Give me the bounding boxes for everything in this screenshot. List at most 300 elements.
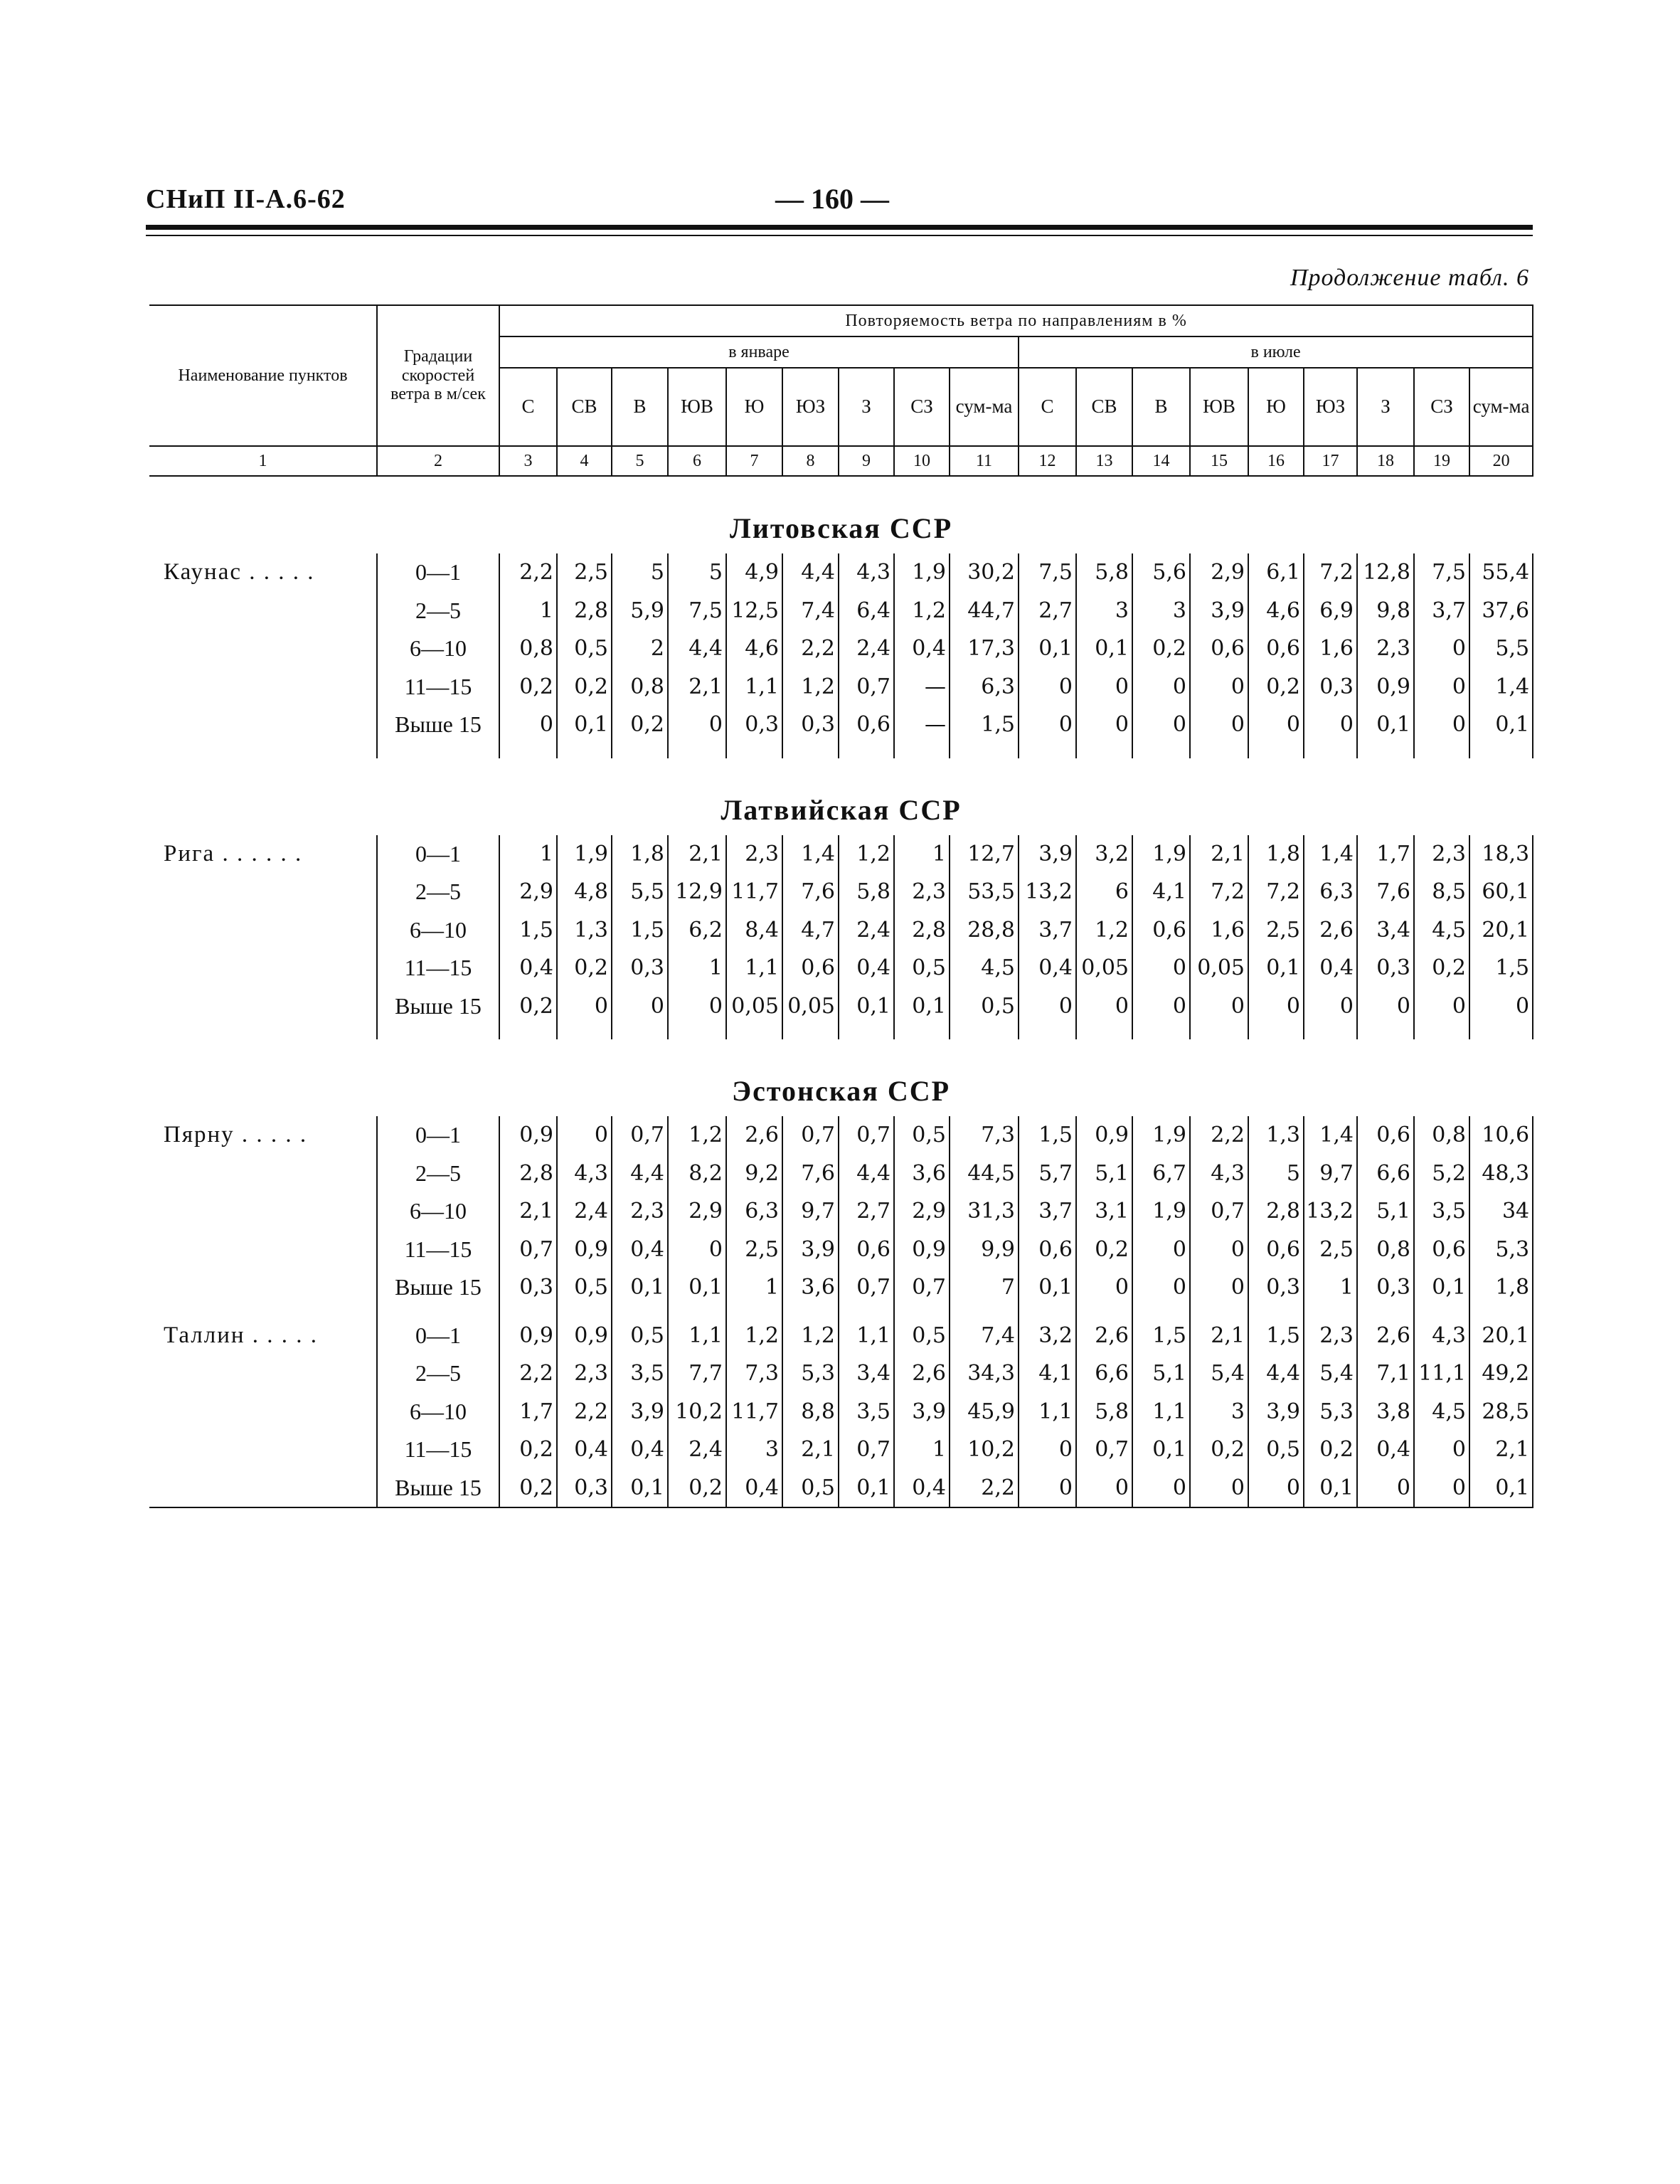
value-cell-jul-1: 2,7: [1019, 592, 1076, 630]
value-cell-jan-9: 9,9: [950, 1231, 1019, 1269]
value-cell-jan-7: 0,7: [839, 668, 894, 706]
blank-gradation-cell: [377, 1307, 499, 1317]
value-cell-jan-1: 2,1: [499, 1192, 557, 1231]
value-cell-jan-6: 7,4: [782, 592, 839, 630]
value-cell-jul-8: 0,8: [1414, 1116, 1469, 1155]
gradation-cell: 2—5: [377, 592, 499, 630]
value-cell-jul-2: 5,8: [1076, 553, 1132, 592]
value-cell-jan-4: 0,1: [668, 1268, 726, 1307]
table-row: [149, 592, 1533, 630]
value-cell-jul-1: 13,2: [1019, 873, 1076, 911]
value-cell-jul-4: 3: [1190, 1393, 1248, 1431]
value-cell-jul-1: 1,5: [1019, 1116, 1076, 1155]
blank-value-cell: [726, 1025, 782, 1039]
gradation-cell: 0—1: [377, 1116, 499, 1155]
value-cell-jul-6: 0,4: [1304, 949, 1357, 987]
value-cell-jul-9: 1,8: [1469, 1268, 1533, 1307]
blank-value-cell: [557, 1307, 612, 1317]
value-cell-jul-5: 1,8: [1248, 835, 1304, 874]
blank-value-cell: [499, 1307, 557, 1317]
value-cell-jul-3: 0: [1132, 706, 1190, 744]
blank-value-cell: [950, 1307, 1019, 1317]
value-cell-jan-1: 1: [499, 835, 557, 874]
blank-value-cell: [612, 1025, 668, 1039]
blank-value-cell: [1304, 744, 1357, 758]
document-code: СНиП II-А.6-62: [146, 184, 346, 214]
value-cell-jan-9: 7,3: [950, 1116, 1019, 1155]
value-cell-jul-4: 0: [1190, 668, 1248, 706]
column-number-13: 13: [1076, 446, 1132, 476]
value-cell-jul-6: 0: [1304, 706, 1357, 744]
section-row-2: [149, 758, 1533, 835]
column-number-2: 2: [377, 446, 499, 476]
value-cell-jan-9: 7: [950, 1268, 1019, 1307]
value-cell-jul-7: 6,6: [1357, 1155, 1414, 1193]
value-cell-jul-2: 0,1: [1076, 630, 1132, 668]
value-cell-jan-8: 0,7: [894, 1268, 950, 1307]
blank-value-cell: [782, 1307, 839, 1317]
value-cell-jul-6: 0: [1304, 987, 1357, 1026]
gradation-cell: 11—15: [377, 949, 499, 987]
value-cell-jul-5: 0,6: [1248, 1231, 1304, 1269]
blank-value-cell: [1132, 744, 1190, 758]
value-cell-jul-9: 49,2: [1469, 1355, 1533, 1393]
value-cell-jan-2: 0,5: [557, 630, 612, 668]
blank-value-cell: [1019, 1025, 1076, 1039]
value-cell-jul-9: 0,1: [1469, 1469, 1533, 1508]
value-cell-jul-5: 7,2: [1248, 873, 1304, 911]
value-cell-jul-5: 5: [1248, 1155, 1304, 1193]
value-cell-jan-4: 8,2: [668, 1155, 726, 1193]
value-cell-jan-4: 6,2: [668, 911, 726, 950]
station-name-blank: [149, 1192, 377, 1231]
value-cell-jan-4: 1,2: [668, 1116, 726, 1155]
value-cell-jul-6: 1,4: [1304, 835, 1357, 874]
value-cell-jan-3: 5,9: [612, 592, 668, 630]
value-cell-jan-3: 2,3: [612, 1192, 668, 1231]
value-cell-jan-1: 0,9: [499, 1116, 557, 1155]
blank-value-cell: [1304, 1307, 1357, 1317]
value-cell-jul-3: 1,9: [1132, 1192, 1190, 1231]
gradation-cell: 2—5: [377, 1155, 499, 1193]
value-cell-jan-3: 3,9: [612, 1393, 668, 1431]
header-rule: [146, 225, 1533, 230]
value-cell-jan-6: 2,2: [782, 630, 839, 668]
direction-header-jan-4: ЮВ: [668, 368, 726, 446]
value-cell-jul-5: 6,1: [1248, 553, 1304, 592]
value-cell-jan-8: 2,8: [894, 911, 950, 950]
value-cell-jan-9: 30,2: [950, 553, 1019, 592]
value-cell-jul-6: 0,3: [1304, 668, 1357, 706]
gradation-cell: 6—10: [377, 630, 499, 668]
table-row: [149, 911, 1533, 950]
value-cell-jan-1: 0,2: [499, 668, 557, 706]
value-cell-jan-7: 3,5: [839, 1393, 894, 1431]
value-cell-jul-2: 1,2: [1076, 911, 1132, 950]
value-cell-jan-6: 3,9: [782, 1231, 839, 1269]
value-cell-jan-5: 3: [726, 1431, 782, 1469]
value-cell-jul-4: 0: [1190, 706, 1248, 744]
value-cell-jan-4: 1,1: [668, 1317, 726, 1355]
value-cell-jan-6: 4,4: [782, 553, 839, 592]
value-cell-jul-4: 0: [1190, 1231, 1248, 1269]
section-title: Литовская ССР: [730, 512, 953, 544]
gradation-cell: 11—15: [377, 668, 499, 706]
value-cell-jan-3: 1,8: [612, 835, 668, 874]
value-cell-jan-7: 2,4: [839, 630, 894, 668]
station-name: Пярну . . . . .: [164, 1122, 308, 1148]
value-cell-jul-6: 13,2: [1304, 1192, 1357, 1231]
value-cell-jan-9: 6,3: [950, 668, 1019, 706]
blank-value-cell: [1190, 1307, 1248, 1317]
value-cell-jan-9: 44,7: [950, 592, 1019, 630]
value-cell-jul-7: 9,8: [1357, 592, 1414, 630]
blank-value-cell: [1414, 744, 1469, 758]
blank-value-cell: [839, 744, 894, 758]
value-cell-jul-4: 3,9: [1190, 592, 1248, 630]
value-cell-jul-9: 0,1: [1469, 706, 1533, 744]
station-name-blank: [149, 1393, 377, 1431]
gradation-cell: Выше 15: [377, 706, 499, 744]
column-header-station: Наименование пунктов: [149, 305, 377, 446]
value-cell-jul-4: 0,05: [1190, 949, 1248, 987]
gradation-cell: 11—15: [377, 1431, 499, 1469]
value-cell-jan-1: 0,2: [499, 1469, 557, 1508]
value-cell-jan-5: 0,4: [726, 1469, 782, 1508]
direction-header-jul-9: сум-ма: [1469, 368, 1533, 446]
value-cell-jul-8: 0,1: [1414, 1268, 1469, 1307]
header-row-group: [149, 305, 1533, 336]
value-cell-jan-2: 4,3: [557, 1155, 612, 1193]
value-cell-jan-7: 4,3: [839, 553, 894, 592]
table-row: [149, 630, 1533, 668]
value-cell-jan-1: 0,9: [499, 1317, 557, 1355]
value-cell-jul-6: 0,2: [1304, 1431, 1357, 1469]
value-cell-jul-9: 1,4: [1469, 668, 1533, 706]
blank-value-cell: [1248, 744, 1304, 758]
blank-value-cell: [726, 744, 782, 758]
value-cell-jan-8: 0,9: [894, 1231, 950, 1269]
column-header-group: Повторяемость ветра по направлениям в %: [499, 305, 1533, 336]
value-cell-jan-6: 0,05: [782, 987, 839, 1026]
blank-value-cell: [612, 744, 668, 758]
station-name-blank: [149, 1155, 377, 1193]
column-number-12: 12: [1019, 446, 1076, 476]
value-cell-jul-8: 2,3: [1414, 835, 1469, 874]
value-cell-jul-7: 0,8: [1357, 1231, 1414, 1269]
value-cell-jul-3: 3: [1132, 592, 1190, 630]
value-cell-jul-7: 0,9: [1357, 668, 1414, 706]
value-cell-jan-5: 9,2: [726, 1155, 782, 1193]
blank-value-cell: [839, 1307, 894, 1317]
value-cell-jan-5: 8,4: [726, 911, 782, 950]
value-cell-jul-1: 0,1: [1019, 630, 1076, 668]
direction-header-jul-7: З: [1357, 368, 1414, 446]
value-cell-jan-8: 2,3: [894, 873, 950, 911]
value-cell-jul-9: 60,1: [1469, 873, 1533, 911]
blank-value-cell: [782, 744, 839, 758]
value-cell-jan-2: 2,3: [557, 1355, 612, 1393]
value-cell-jul-8: 0,6: [1414, 1231, 1469, 1269]
value-cell-jul-4: 7,2: [1190, 873, 1248, 911]
gradation-cell: 0—1: [377, 835, 499, 874]
value-cell-jan-1: 0: [499, 706, 557, 744]
value-cell-jul-5: 1,3: [1248, 1116, 1304, 1155]
value-cell-jul-6: 7,2: [1304, 553, 1357, 592]
value-cell-jul-3: 0: [1132, 949, 1190, 987]
value-cell-jul-3: 4,1: [1132, 873, 1190, 911]
value-cell-jul-1: 1,1: [1019, 1393, 1076, 1431]
value-cell-jan-6: 8,8: [782, 1393, 839, 1431]
column-number-14: 14: [1132, 446, 1190, 476]
value-cell-jan-7: 0,1: [839, 1469, 894, 1508]
value-cell-jan-7: 0,7: [839, 1116, 894, 1155]
value-cell-jan-3: 5: [612, 553, 668, 592]
value-cell-jul-9: 28,5: [1469, 1393, 1533, 1431]
value-cell-jan-5: 2,5: [726, 1231, 782, 1269]
table-row: [149, 1268, 1533, 1307]
table-row: [149, 1192, 1533, 1231]
blank-value-cell: [894, 744, 950, 758]
station-name-blank: [149, 987, 377, 1026]
value-cell-jan-7: 1,2: [839, 835, 894, 874]
value-cell-jan-1: 2,8: [499, 1155, 557, 1193]
column-header-january: в январе: [499, 336, 1019, 368]
value-cell-jan-9: 45,9: [950, 1393, 1019, 1431]
value-cell-jan-7: 0,7: [839, 1268, 894, 1307]
value-cell-jan-1: 0,7: [499, 1231, 557, 1269]
value-cell-jul-5: 3,9: [1248, 1393, 1304, 1431]
value-cell-jan-2: 4,8: [557, 873, 612, 911]
value-cell-jan-7: 0,4: [839, 949, 894, 987]
value-cell-jan-3: 0,4: [612, 1231, 668, 1269]
blank-value-cell: [557, 744, 612, 758]
value-cell-jul-5: 0,3: [1248, 1268, 1304, 1307]
station-name-blank: [149, 949, 377, 987]
blank-value-cell: [1190, 744, 1248, 758]
value-cell-jul-7: 3,4: [1357, 911, 1414, 950]
value-cell-jul-4: 1,6: [1190, 911, 1248, 950]
value-cell-jan-6: 0,5: [782, 1469, 839, 1508]
value-cell-jul-7: 0,3: [1357, 949, 1414, 987]
value-cell-jul-2: 5,1: [1076, 1155, 1132, 1193]
table-row: [149, 835, 1533, 874]
value-cell-jul-7: 3,8: [1357, 1393, 1414, 1431]
value-cell-jan-5: 4,6: [726, 630, 782, 668]
value-cell-jan-6: 3,6: [782, 1268, 839, 1307]
value-cell-jan-3: 0,1: [612, 1469, 668, 1508]
value-cell-jan-8: 0,4: [894, 630, 950, 668]
blank-value-cell: [1469, 1025, 1533, 1039]
table-row: [149, 1393, 1533, 1431]
value-cell-jul-4: 2,1: [1190, 1317, 1248, 1355]
value-cell-jan-3: 0,7: [612, 1116, 668, 1155]
direction-header-jul-8: СЗ: [1414, 368, 1469, 446]
value-cell-jan-7: 6,4: [839, 592, 894, 630]
value-cell-jul-1: 3,2: [1019, 1317, 1076, 1355]
value-cell-jan-1: 1,5: [499, 911, 557, 950]
value-cell-jul-1: 4,1: [1019, 1355, 1076, 1393]
value-cell-jul-6: 0,1: [1304, 1469, 1357, 1508]
column-number-16: 16: [1248, 446, 1304, 476]
value-cell-jul-8: 0: [1414, 706, 1469, 744]
value-cell-jan-4: 0,2: [668, 1469, 726, 1508]
value-cell-jan-5: 2,3: [726, 835, 782, 874]
blank-value-cell: [668, 1025, 726, 1039]
value-cell-jul-3: 5,6: [1132, 553, 1190, 592]
blank-value-cell: [1076, 1025, 1132, 1039]
blank-value-cell: [1132, 1307, 1190, 1317]
value-cell-jul-2: 5,8: [1076, 1393, 1132, 1431]
value-cell-jul-1: 0: [1019, 668, 1076, 706]
value-cell-jul-7: 0: [1357, 1469, 1414, 1508]
blank-name-cell: [149, 744, 377, 758]
value-cell-jan-4: 0: [668, 987, 726, 1026]
column-number-8: 8: [782, 446, 839, 476]
direction-header-jan-3: В: [612, 368, 668, 446]
value-cell-jan-2: 2,5: [557, 553, 612, 592]
value-cell-jul-1: 0: [1019, 1431, 1076, 1469]
table-row: [149, 553, 1533, 592]
value-cell-jul-8: 0: [1414, 987, 1469, 1026]
value-cell-jul-5: 2,8: [1248, 1192, 1304, 1231]
value-cell-jul-1: 3,9: [1019, 835, 1076, 874]
blank-gradation-cell: [377, 1025, 499, 1039]
blank-value-cell: [839, 1025, 894, 1039]
blank-value-cell: [1019, 744, 1076, 758]
value-cell-jan-7: 2,4: [839, 911, 894, 950]
value-cell-jul-5: 0: [1248, 1469, 1304, 1508]
value-cell-jul-2: 0: [1076, 1268, 1132, 1307]
value-cell-jan-2: 0,2: [557, 949, 612, 987]
value-cell-jan-7: 0,6: [839, 1231, 894, 1269]
value-cell-jul-9: 48,3: [1469, 1155, 1533, 1193]
value-cell-jan-8: 0,5: [894, 1317, 950, 1355]
value-cell-jan-3: 0,2: [612, 706, 668, 744]
value-cell-jan-9: 7,4: [950, 1317, 1019, 1355]
value-cell-jul-5: 0,6: [1248, 630, 1304, 668]
station-name-blank: [149, 1469, 377, 1508]
value-cell-jul-5: 0,1: [1248, 949, 1304, 987]
value-cell-jul-9: 5,5: [1469, 630, 1533, 668]
value-cell-jan-6: 5,3: [782, 1355, 839, 1393]
station-name-blank: [149, 1431, 377, 1469]
gradation-cell: Выше 15: [377, 1469, 499, 1508]
value-cell-jul-9: 20,1: [1469, 911, 1533, 950]
value-cell-jan-8: 0,5: [894, 1116, 950, 1155]
value-cell-jul-5: 4,6: [1248, 592, 1304, 630]
value-cell-jan-2: 0,5: [557, 1268, 612, 1307]
value-cell-jan-2: 0,3: [557, 1469, 612, 1508]
value-cell-jan-3: 3,5: [612, 1355, 668, 1393]
direction-header-jul-3: В: [1132, 368, 1190, 446]
table-row: [149, 668, 1533, 706]
value-cell-jul-3: 0: [1132, 1268, 1190, 1307]
value-cell-jan-4: 1: [668, 949, 726, 987]
value-cell-jul-3: 6,7: [1132, 1155, 1190, 1193]
column-number-19: 19: [1414, 446, 1469, 476]
value-cell-jul-8: 4,5: [1414, 911, 1469, 950]
value-cell-jan-8: —: [894, 668, 950, 706]
value-cell-jan-1: 1,7: [499, 1393, 557, 1431]
value-cell-jan-9: 17,3: [950, 630, 1019, 668]
value-cell-jan-2: 2,2: [557, 1393, 612, 1431]
value-cell-jan-4: 2,4: [668, 1431, 726, 1469]
direction-header-jan-7: З: [839, 368, 894, 446]
value-cell-jul-3: 5,1: [1132, 1355, 1190, 1393]
blank-value-cell: [1190, 1025, 1248, 1039]
value-cell-jul-6: 2,3: [1304, 1317, 1357, 1355]
direction-header-jul-4: ЮВ: [1190, 368, 1248, 446]
value-cell-jan-7: 4,4: [839, 1155, 894, 1193]
table-row: [149, 987, 1533, 1026]
blank-value-cell: [1248, 1307, 1304, 1317]
value-cell-jan-8: 2,9: [894, 1192, 950, 1231]
column-number-3: 3: [499, 446, 557, 476]
column-number-9: 9: [839, 446, 894, 476]
value-cell-jul-1: 5,7: [1019, 1155, 1076, 1193]
value-cell-jul-6: 2,5: [1304, 1231, 1357, 1269]
value-cell-jan-8: 0,1: [894, 987, 950, 1026]
column-header-july: в июле: [1019, 336, 1533, 368]
blank-value-cell: [950, 1025, 1019, 1039]
column-number-5: 5: [612, 446, 668, 476]
value-cell-jul-2: 0: [1076, 987, 1132, 1026]
value-cell-jan-6: 0,6: [782, 949, 839, 987]
section-spacer-row: [149, 744, 1533, 758]
value-cell-jul-7: 0,1: [1357, 706, 1414, 744]
table-row: [149, 1231, 1533, 1269]
value-cell-jul-5: 2,5: [1248, 911, 1304, 950]
value-cell-jan-5: 7,3: [726, 1355, 782, 1393]
blank-value-cell: [1357, 744, 1414, 758]
blank-value-cell: [1357, 1307, 1414, 1317]
value-cell-jan-6: 9,7: [782, 1192, 839, 1231]
value-cell-jan-5: 0,05: [726, 987, 782, 1026]
value-cell-jul-1: 0: [1019, 1469, 1076, 1508]
value-cell-jan-2: 0,2: [557, 668, 612, 706]
column-number-7: 7: [726, 446, 782, 476]
value-cell-jan-8: —: [894, 706, 950, 744]
value-cell-jul-4: 0: [1190, 1268, 1248, 1307]
value-cell-jan-9: 1,5: [950, 706, 1019, 744]
value-cell-jan-3: 0: [612, 987, 668, 1026]
value-cell-jul-9: 37,6: [1469, 592, 1533, 630]
value-cell-jul-7: 12,8: [1357, 553, 1414, 592]
value-cell-jul-1: 0: [1019, 987, 1076, 1026]
value-cell-jul-3: 0: [1132, 987, 1190, 1026]
value-cell-jul-3: 1,1: [1132, 1393, 1190, 1431]
value-cell-jan-8: 1: [894, 835, 950, 874]
value-cell-jan-2: 1,3: [557, 911, 612, 950]
value-cell-jan-8: 1: [894, 1431, 950, 1469]
column-number-10: 10: [894, 446, 950, 476]
value-cell-jul-7: 2,6: [1357, 1317, 1414, 1355]
value-cell-jul-4: 4,3: [1190, 1155, 1248, 1193]
section-row-3: [149, 1039, 1533, 1116]
gradation-cell: 6—10: [377, 1192, 499, 1231]
value-cell-jan-6: 4,7: [782, 911, 839, 950]
value-cell-jan-9: 28,8: [950, 911, 1019, 950]
value-cell-jul-1: 0,4: [1019, 949, 1076, 987]
value-cell-jul-8: 3,7: [1414, 592, 1469, 630]
value-cell-jan-9: 2,2: [950, 1469, 1019, 1508]
column-number-11: 11: [950, 446, 1019, 476]
blank-value-cell: [1019, 1307, 1076, 1317]
value-cell-jul-5: 4,4: [1248, 1355, 1304, 1393]
value-cell-jul-4: 2,2: [1190, 1116, 1248, 1155]
value-cell-jul-9: 10,6: [1469, 1116, 1533, 1155]
